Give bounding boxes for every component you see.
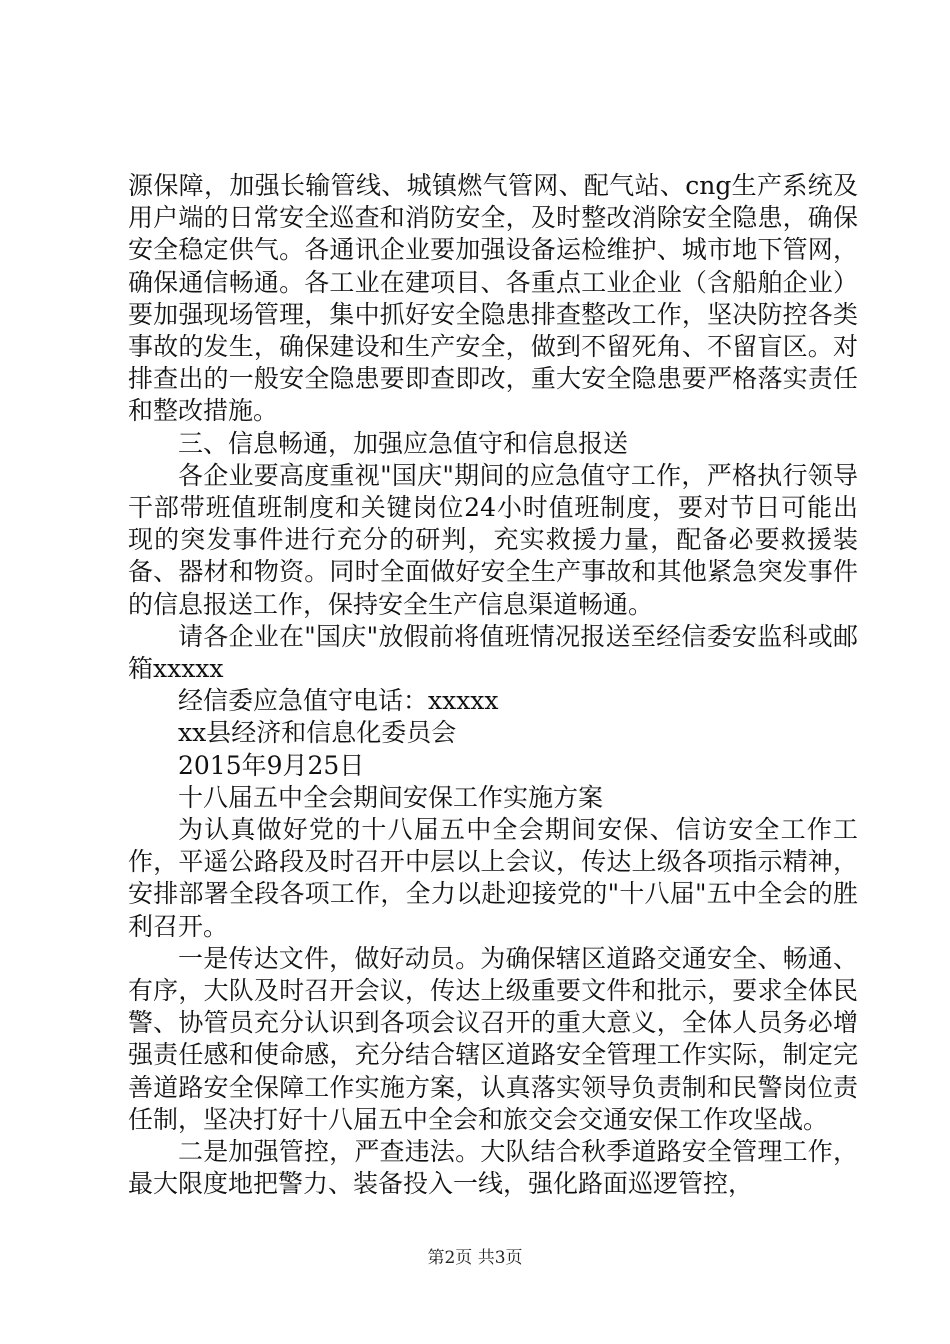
document-title: 十八届五中全会期间安保工作实施方案 bbox=[178, 782, 604, 812]
signature-date: 2015年9月25日 bbox=[178, 750, 365, 780]
page-footer bbox=[0, 1243, 950, 1268]
page-number: 第2页 共3页 bbox=[427, 1248, 523, 1268]
paragraph: 为认真做好党的十八届五中全会期间安保、信访安全工作工作，平遥公路段及时召开中层以上会议，传达上级各项指示精神，安排部署全段各项工作，全力以赴迎接党的"十八届"五中全会的胜利召开。 bbox=[128, 815, 858, 941]
paragraph: 请各企业在"国庆"放假前将值班情况报送至经信委安监科或邮箱xxxxx bbox=[128, 621, 858, 684]
document-body bbox=[128, 170, 858, 1201]
paragraph: 二是加强管控，严查违法。大队结合秋季道路安全管理工作，最大限度地把警力、装备投入一线，强化路面巡逻管控， bbox=[128, 1137, 858, 1199]
paragraph: 各企业要高度重视"国庆"期间的应急值守工作，严格执行领导干部带班值班制度和关键岗位24小时值班制度，要对节日可能出现的突发事件进行充分的研判，充实救援力量，配备必要救援装备、器材和物资。同时全面做好安全生产事故和其他紧急突发事件的信息报送工作，保持安全生产信息渠道畅通。 bbox=[128, 460, 858, 619]
section-heading: 三、信息畅通，加强应急值守和信息报送 bbox=[178, 428, 629, 458]
paragraph: 一是传达文件，做好动员。为确保辖区道路交通安全、畅通、有序，大队及时召开会议，传达上级重要文件和批示，要求全体民警、协管员充分认识到各项会议召开的重大意义，全体人员务必增强责任感和使命感，充分结合辖区道路安全管理工作实际，制定完善道路安全保障工作实施方案，认真落实领导负责制和民警岗位责任制，坚决打好十八届五中全会和旅交会交通安保工作攻坚战。 bbox=[128, 943, 858, 1134]
phone-line: 经信委应急值守电话：xxxxx bbox=[178, 686, 499, 716]
paragraph: 源保障，加强长输管线、城镇燃气管网、配气站、cng生产系统及用户端的日常安全巡查和消防安全，及时整改消除安全隐患，确保安全稳定供气。各通讯企业要加强设备运检维护、城市地下管网，确保通信畅通。各工业在建项目、各重点工业企业（含船舶企业）要加强现场管理，集中抓好安全隐患排查整改工作，坚决防控各类事故的发生，确保建设和生产安全，做到不留死角、不留盲区。对排查出的一般安全隐患要即查即改，重大安全隐患要严格落实责任和整改措施。 bbox=[128, 171, 858, 426]
signature-org: xx县经济和信息化委员会 bbox=[178, 718, 457, 748]
